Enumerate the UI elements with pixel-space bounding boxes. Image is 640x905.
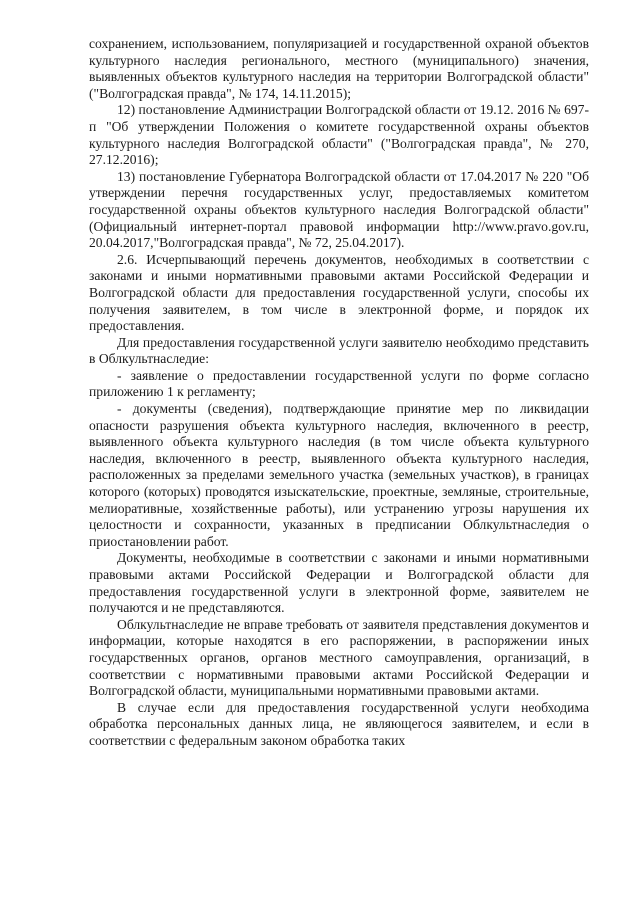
list-item-supporting-documents: - документы (сведения), подтверждающие принятие мер по ликвидации опасности разрушения объекта культурного наследия, включенного в реестр, выявленного объекта культурного наследия (в том числе объекта культурного наследия, включенного в реестр, выявленного объекта культурного наследия, расположенных за пределами земельного участка (земельных участков), в границах которого (которых) проводятся изыскательские, проектные, земляные, строительные, мелиоративные, хозяйственные работы), или устранению угрозы нарушения их целостности и сохранности, указанных в предписании Облкультнаследия о приостановлении работ. [89,401,589,549]
paragraph-electronic-documents: Документы, необходимые в соответствии с законами и иными нормативными правовыми актами Российской Федерации и Волгоградской области для предоставления государственной услуги в электронной форме, заявителем не получаются и не представляются. [89,550,589,616]
paragraph-prohibition: Облкультнаследие не вправе требовать от заявителя представления документов и информации, которые находятся в его распоряжении, в распоряжении иных государственных органов, органов местного самоуправления, организаций, в соответствии с нормативными правовыми актами Российской Федерации и Волгоградской области, муниципальными нормативными правовыми актами. [89,616,589,699]
paragraph-required-documents-intro: Для предоставления государственной услуги заявителю необходимо представить в Облкультнаследие: [89,334,589,367]
document-page [89,36,589,750]
paragraph-law-list-continuation: сохранением, использованием, популяризацией и государственной охраной объектов культурного наследия регионального, местного (муниципального) значения, выявленных объектов культурного наследия на территории Волгоградской области" ("Волгоградская правда", № 174, 14.11.2015); [89,36,589,101]
paragraph-item-12: 12) постановление Администрации Волгоградской области от 19.12. 2016 № 697-п "Об утверждении Положения о комитете государственной охраны объектов культурного наследия Волгоградской области" ("Волгоградская правда", № 270, 27.12.2016); [89,102,589,168]
paragraph-section-2-6: 2.6. Исчерпывающий перечень документов, необходимых в соответствии с законами и иными нормативными правовыми актами Российской Федерации и Волгоградской области для предоставления государственной услуги, способы их получения заявителем, в том числе в электронной форме, и порядок их предоставления. [89,251,589,334]
list-item-application: - заявление о предоставлении государственной услуги по форме согласно приложению 1 к регламенту; [89,367,589,400]
paragraph-item-13: 13) постановление Губернатора Волгоградской области от 17.04.2017 № 220 "Об утверждении перечня государственных услуг, предоставляемых комитетом государственной охраны объектов культурного наследия Волгоградской области" (Официальный интернет-портал правовой информации http://www.pravo.gov.ru, 20.04.2017,"Волгоградская правда", № 72, 25.04.2017). [89,168,589,251]
paragraph-personal-data: В случае если для предоставления государственной услуги необходима обработка персональных данных лица, не являющегося заявителем, и если в соответствии с федеральным законом обработка таких [89,699,589,748]
